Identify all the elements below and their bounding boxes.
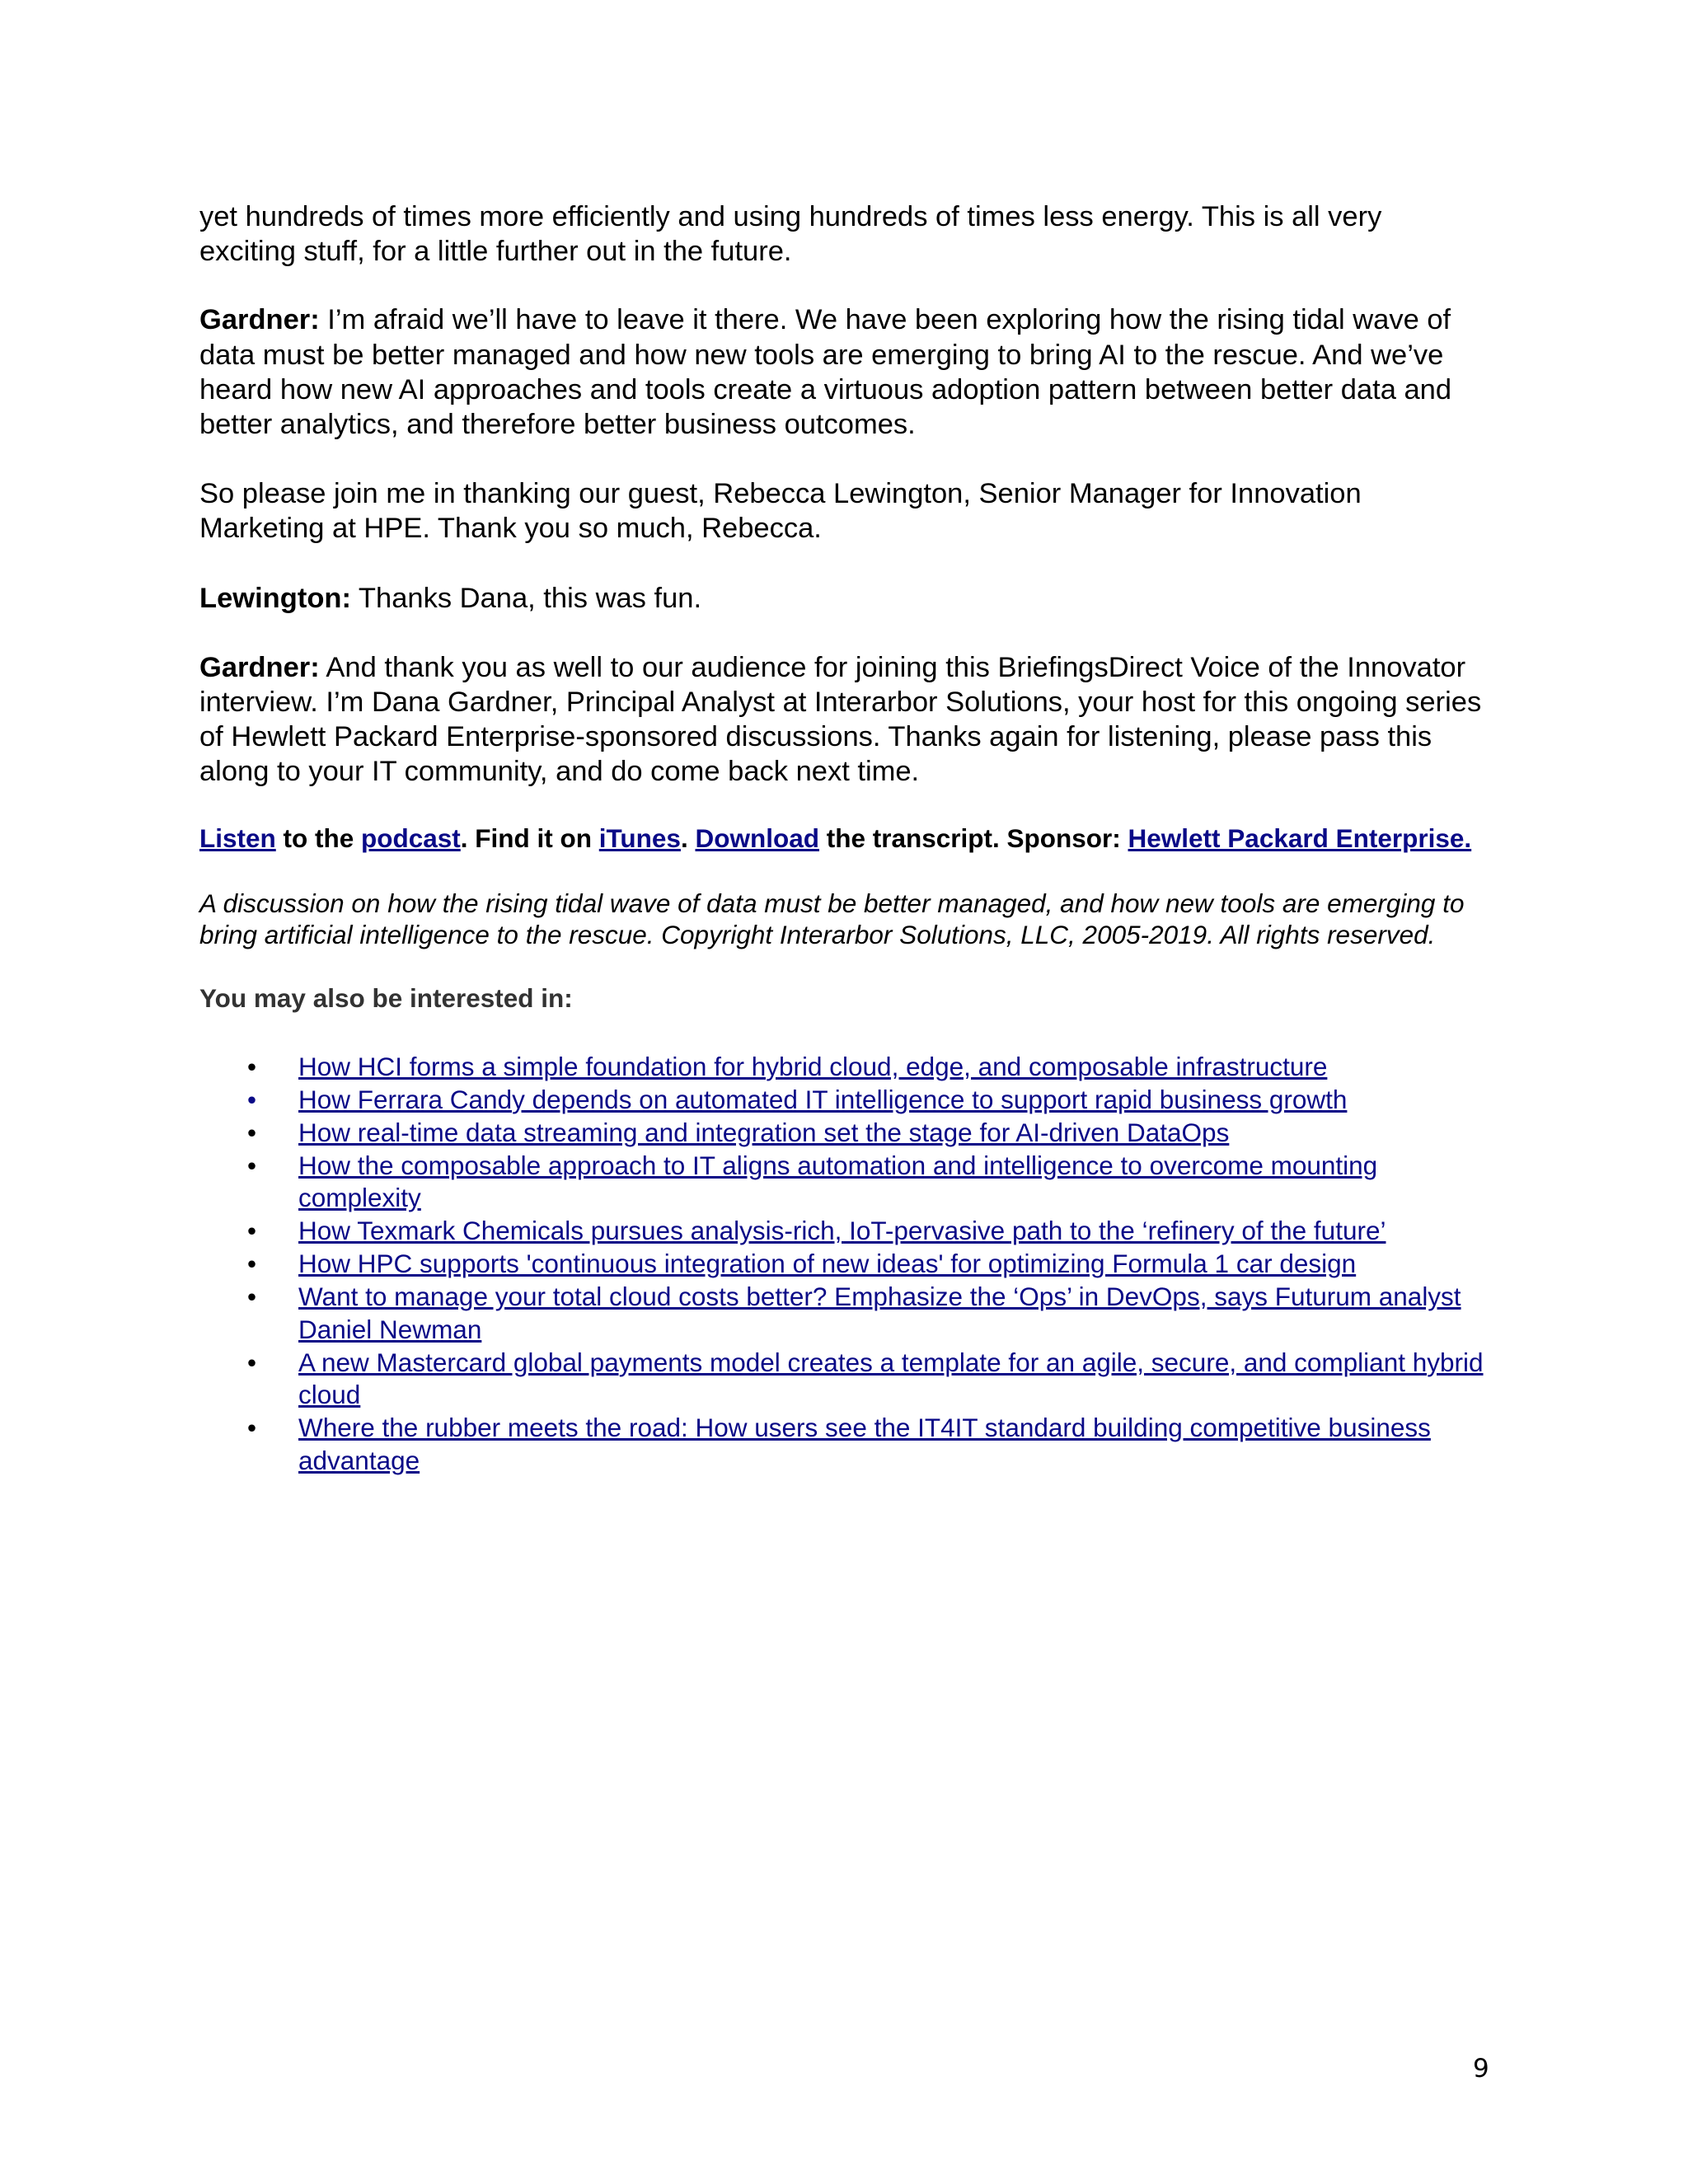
transcript-paragraph: yet hundreds of times more efficiently and using hundreds of times less energy. This is all very exciting stuff, for a little further out in the future. <box>199 201 1382 268</box>
speaker-name: Lewington: <box>199 582 351 614</box>
related-link[interactable]: A new Mastercard global payments model creates a template for an agile, secure, and compliant hybrid cloud <box>298 1347 1484 1410</box>
list-item <box>199 1117 1485 1150</box>
page-number: 9 <box>1473 2054 1489 2083</box>
bullet-icon: • <box>247 1150 257 1180</box>
related-link[interactable]: How HCI forms a simple foundation for hybrid cloud, edge, and composable infrastructure <box>298 1051 1328 1081</box>
related-link[interactable]: How Texmark Chemicals pursues analysis-rich, IoT-pervasive path to the ‘refinery of the future’ <box>298 1216 1386 1246</box>
copyright-notice: A discussion on how the rising tidal wave of data must be better managed, and how new tools are emerging to bring artificial intelligence to the rescue. Copyright Interarbor Solutions, LLC, 2005-2019. All rights reserved. <box>199 888 1465 950</box>
list-item <box>199 1347 1485 1412</box>
list-item <box>199 1412 1485 1477</box>
related-link[interactable]: How HPC supports 'continuous integration of new ideas' for optimizing Formula 1 car design <box>298 1249 1357 1279</box>
listen-link[interactable]: Listen <box>199 823 276 853</box>
speaker-name: Gardner: <box>199 651 320 683</box>
sources-text: . <box>680 823 696 853</box>
transcript-paragraph: So please join me in thanking our guest, Rebecca Lewington, Senior Manager for Innovation Marketing at HPE. Thank you so much, Rebecca. <box>199 478 1362 545</box>
list-item <box>199 1150 1485 1215</box>
speaker-name: Gardner: <box>199 304 320 336</box>
related-link[interactable]: Want to manage your total cloud costs better? Emphasize the ‘Ops’ in DevOps, says Futurum analyst Daniel Newman <box>298 1282 1461 1344</box>
related-links-list <box>199 1051 1485 1478</box>
related-link[interactable]: Where the rubber meets the road: How users see the IT4IT standard building competitive business advantage <box>298 1413 1431 1475</box>
bullet-icon: • <box>247 1347 257 1377</box>
sources-text: . Find it on <box>460 823 599 853</box>
list-item <box>199 1248 1485 1281</box>
list-item <box>199 1215 1485 1248</box>
sources-text: to the <box>275 823 362 853</box>
sponsor-link[interactable]: Hewlett Packard Enterprise. <box>1128 823 1472 853</box>
related-link[interactable]: How Ferrara Candy depends on automated IT intelligence to support rapid business growth <box>298 1084 1348 1114</box>
related-link[interactable]: How the composable approach to IT aligns automation and intelligence to overcome mounting complexity <box>298 1150 1378 1213</box>
bullet-icon: • <box>247 1051 257 1081</box>
bullet-icon: • <box>247 1084 257 1114</box>
download-link[interactable]: Download <box>695 823 819 853</box>
bullet-icon: • <box>247 1117 257 1147</box>
related-heading: You may also be interested in: <box>199 982 573 1013</box>
bullet-icon: • <box>247 1216 257 1246</box>
podcast-link[interactable]: podcast <box>361 823 461 853</box>
speaker-text: And thank you as well to our audience for joining this BriefingsDirect Voice of the Innovator interview. I’m Dana Gardner, Principal Analyst at Interarbor Solutions, your host for this ongoing series of Hewlett Packard Enterprise-sponsored discussions. Thanks again for listening, please pass this along to your IT community, and do come back next time. <box>199 651 1482 788</box>
list-item <box>199 1084 1485 1117</box>
speaker-text: Thanks Dana, this was fun. <box>350 582 702 614</box>
transcript-paragraph <box>199 581 1485 616</box>
related-link[interactable]: How real-time data streaming and integration set the stage for AI-driven DataOps <box>298 1117 1230 1147</box>
transcript-paragraph <box>199 650 1485 790</box>
bullet-icon: • <box>247 1282 257 1312</box>
speaker-text: I’m afraid we’ll have to leave it there. We have been exploring how the rising tidal wave of data must be better managed and how new tools are emerging to bring AI to the rescue. And we’ve heard how new AI approaches and tools create a virtuous adoption pattern between better data and better analytics, and therefore better business outcomes. <box>199 304 1452 441</box>
list-item <box>199 1281 1485 1346</box>
sources-text: the transcript. Sponsor: <box>818 823 1128 853</box>
sources-line <box>199 823 1485 855</box>
itunes-link[interactable]: iTunes <box>598 823 681 853</box>
bullet-icon: • <box>247 1413 257 1443</box>
bullet-icon: • <box>247 1249 257 1279</box>
transcript-paragraph <box>199 302 1485 442</box>
page-content <box>199 199 1485 1478</box>
list-item <box>199 1051 1485 1084</box>
